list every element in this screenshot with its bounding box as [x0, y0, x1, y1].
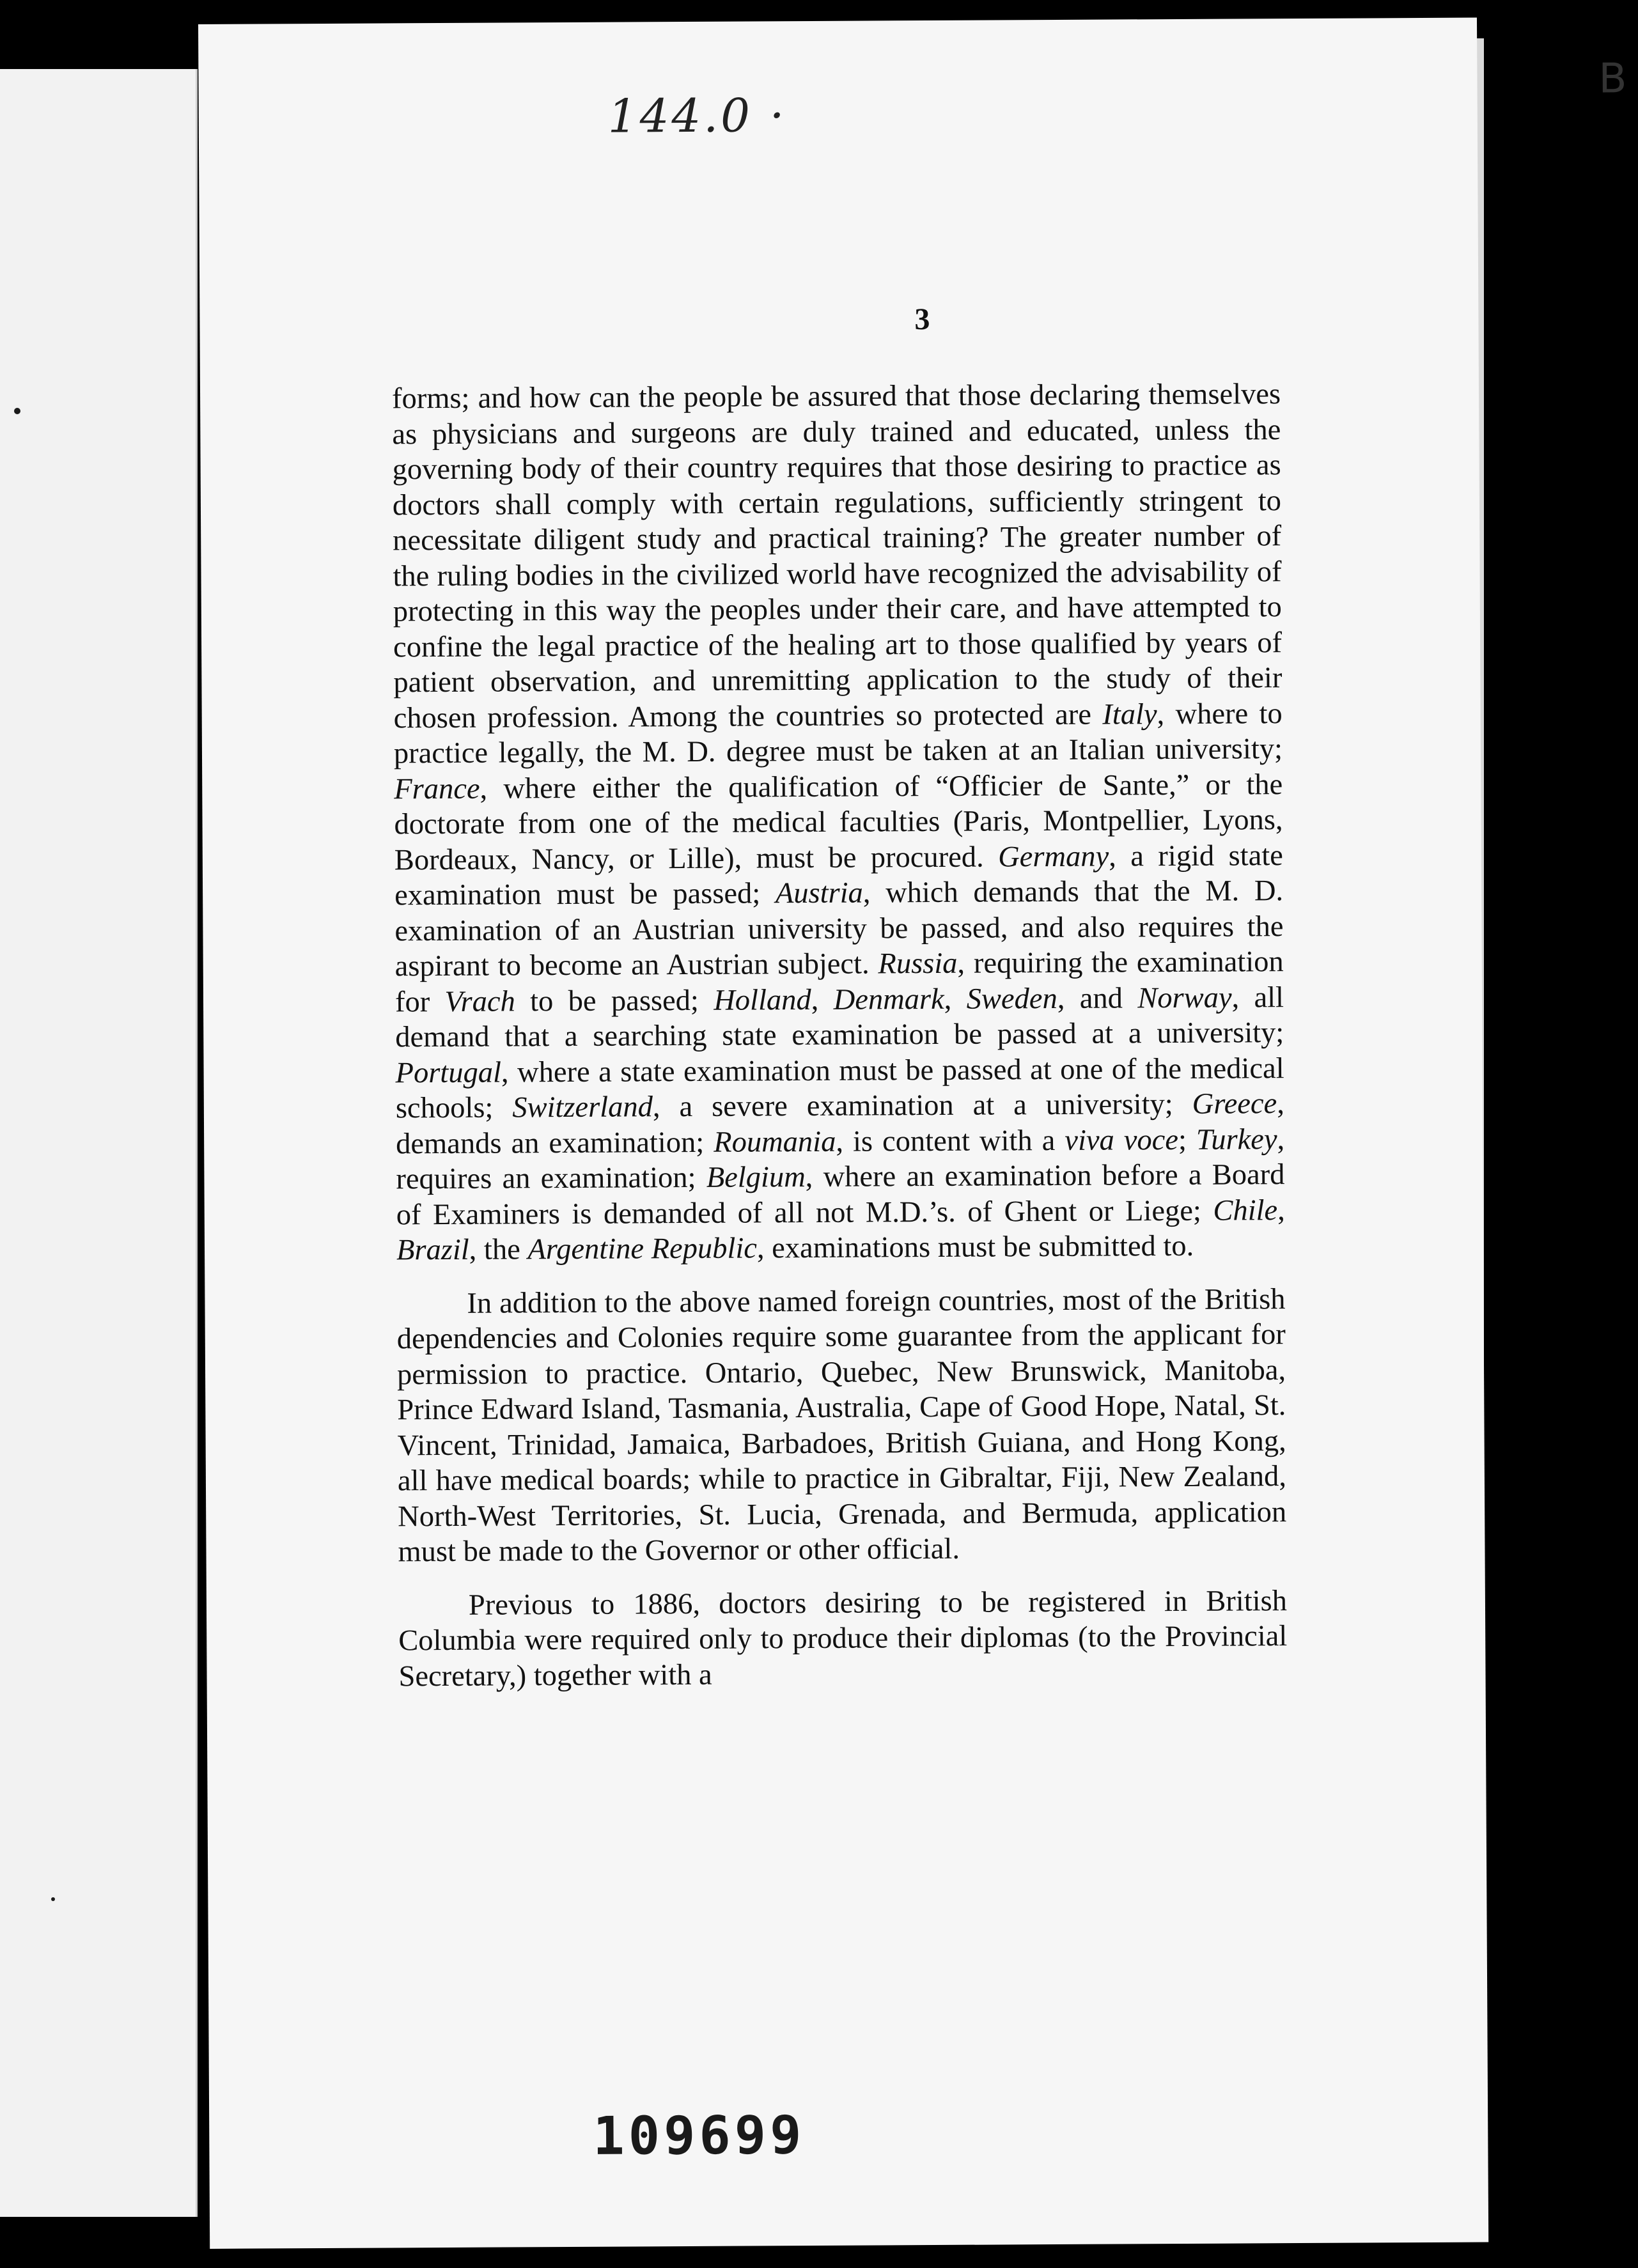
term-viva-voce: viva voce — [1065, 1123, 1179, 1157]
stamp-number: 109699 — [593, 2105, 806, 2167]
country-austria: Austria — [775, 876, 863, 910]
text-run: , — [811, 983, 834, 1016]
corner-mark: B — [1598, 55, 1627, 103]
country-turkey: Turkey — [1196, 1122, 1277, 1156]
text-run: , and — [1057, 981, 1138, 1015]
country-holland: Holland — [714, 983, 811, 1017]
facing-page — [0, 69, 198, 2217]
text-run: , where an examination before a Board of Examiners is demanded of all not M.D.’s. of Ghent or Liege; — [396, 1158, 1285, 1231]
text-run: , requires an examination; — [396, 1122, 1285, 1196]
text-run: , a severe examination at a university; — [652, 1087, 1192, 1124]
country-chile: Chile — [1213, 1193, 1278, 1227]
text-run: , where a state examination must be passed at one of the medical schools; — [395, 1052, 1284, 1125]
country-italy: Italy — [1102, 697, 1157, 731]
text-run: , which demands that the M. D. examination of an Austrian university be passed, and also requires the aspirant to become an Austrian subject. — [394, 874, 1284, 983]
country-france: France — [394, 772, 480, 805]
country-greece: Greece — [1192, 1087, 1277, 1121]
country-denmark: Denmark — [833, 983, 944, 1016]
country-sweden: Sweden — [966, 982, 1057, 1016]
country-russia: Russia — [878, 947, 958, 981]
speck-mark — [51, 1897, 55, 1901]
text-run: , the — [469, 1233, 528, 1266]
text-run: , where to practice legally, the M. D. degree must be taken at an Italian university; — [393, 697, 1283, 770]
country-portugal: Portugal — [395, 1056, 502, 1089]
text-run: , demands an examination; — [396, 1087, 1284, 1160]
paragraph-colonies: In addition to the above named foreign countries, most of the British dependencies and Colonies require some guarantee from the applicant for permission to practice. Ontario, Quebec, New Brunswick, Manitoba, Prince Edward Island, Tasmania, Australia, Cape of Good Hope, Natal, St. Vincent, Trinidad, Jamaica, Barbadoes, British Guiana, and Hong Kong, all have medical boards; while to practice in Gibraltar, Fiji, New Zealand, North-West Territories, St. Lucia, Grenada, and Bermuda, application must be made to the Governor or other official. — [396, 1282, 1287, 1569]
paragraph-british-columbia: Previous to 1886, doctors desiring to be registered in British Columbia were required only to produce their diplomas (to the Provincial Secretary,) together with a — [398, 1584, 1288, 1693]
text-run: , examinations must be submitted to. — [756, 1229, 1194, 1265]
country-germany: Germany — [998, 840, 1109, 873]
text-run: , — [1277, 1193, 1285, 1227]
term-vrach: Vrach — [444, 984, 515, 1018]
text-run: , a rigid state examination must be passed; — [394, 839, 1283, 912]
country-argentine-republic: Argentine Republic — [527, 1232, 758, 1266]
text-run: , is content with a — [836, 1124, 1065, 1158]
speck-mark — [14, 408, 20, 414]
text-run: to be passed; — [515, 984, 714, 1018]
text-run: , — [944, 983, 967, 1016]
country-roumania: Roumania — [714, 1125, 836, 1159]
document-page — [198, 18, 1627, 2249]
page-number: 3 — [914, 302, 930, 337]
text-run: forms; and how can the people be assured that those declaring themselves as physicians and surgeons are duly trained and educated, unless the governing body of their country requires that those desiring to practice as doctors shall comply with certain regulations, sufficiently stringent to necessitate diligent study and practical training? The greater number of the ruling bodies in the civilized world have recognized the advisability of protecting in this way the peoples under their care, and have attempted to confine the legal practice of the healing art to those qualified by years of patient observation, and unremitting application to the study of their chosen profession. Among the countries so protected are — [391, 378, 1283, 734]
handwritten-note: 144.0 · — [607, 88, 787, 143]
country-norway: Norway — [1137, 981, 1232, 1014]
text-run: , requiring the examination for — [394, 945, 1284, 1018]
paragraph-countries — [392, 377, 1285, 1268]
text-run: ; — [1178, 1123, 1197, 1156]
country-switzerland: Switzerland — [512, 1091, 653, 1124]
country-brazil: Brazil — [396, 1233, 469, 1267]
text-run: , all demand that a searching state examination be passed at a university; — [395, 981, 1284, 1054]
country-belgium: Belgium — [706, 1161, 806, 1194]
text-run: , where either the qualification of “Officier de Sante,” or the doctorate from one of the medical faculties (Paris, Montpellier, Lyons, Bordeaux, Nancy, or Lille), must be procured. — [394, 768, 1283, 876]
body-text — [392, 377, 1288, 1712]
